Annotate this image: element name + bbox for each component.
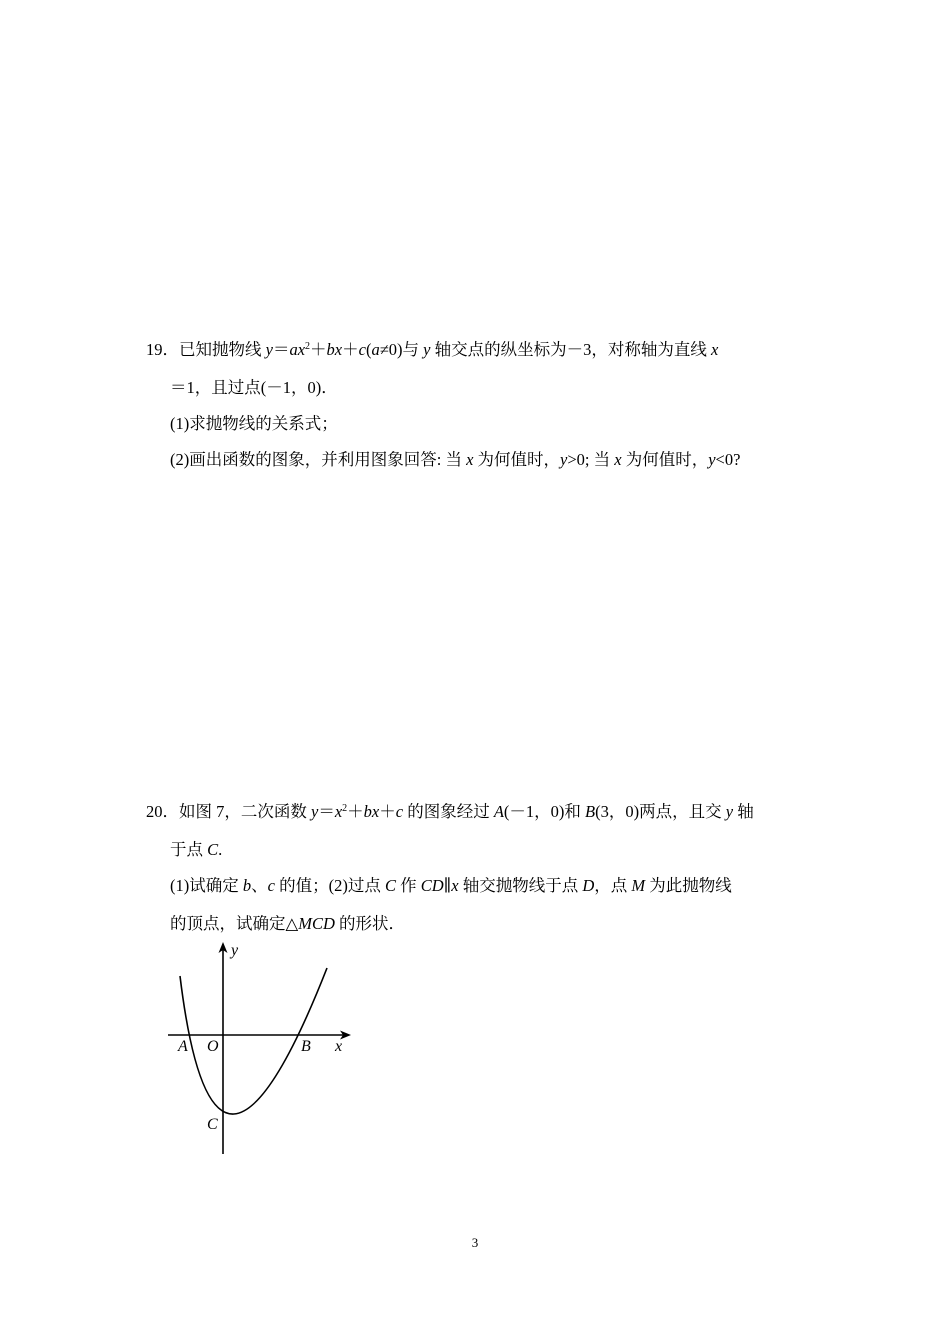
y-axis-label: y [231,942,239,959]
q19-part-2: (2)画出函数的图象，并利用图象回答: 当 x 为何值时，y>0; 当 x 为何值时，y<0? [170,450,741,469]
q20-line-3: (1)试确定 b、c 的值；(2)过点 C 作 CD∥x 轴交抛物线于点 D，点 M 为此抛物线 [170,876,732,895]
x-axis-label: x [335,1038,343,1055]
q19-line-1: 19．已知抛物线 $y=ax^2+bx+c(a\ne 0)$与 y 轴交点的纵坐标为－3，对称轴为直线 x [146,340,719,359]
point-b-label: B [301,1038,311,1055]
point-a-label: A [178,1038,188,1055]
q20-number: 20． [146,802,179,821]
q19-number: 19． [146,340,179,359]
q19-part-1: (1)求抛物线的关系式； [170,414,338,433]
parabola-figure [160,938,360,1160]
page-number: 3 [471,1235,479,1250]
q20-line-2: 于点 C. [170,840,223,859]
point-c-label: C [207,1116,218,1133]
q19-line-2: ＝1，且过点(－1，0)． [170,378,338,397]
q20-line-4: 的顶点，试确定△MCD 的形状． [170,914,405,933]
q20-line-1: 20．如图 7，二次函数 $y=x^2+bx+c$ 的图象经过 A(－1，0)和 B(3，0)两点，且交 y 轴 [146,802,754,821]
origin-label: O [207,1038,219,1055]
